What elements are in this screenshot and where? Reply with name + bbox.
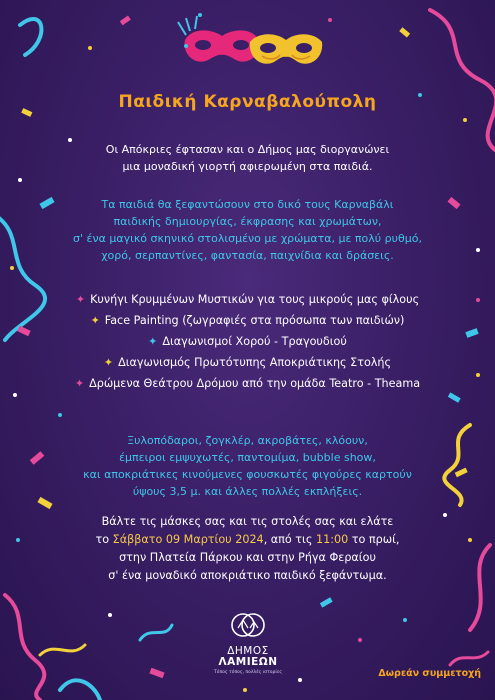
activity-item xyxy=(0,373,495,394)
streamer xyxy=(140,625,172,640)
kids-line: Τα παιδιά θα ξεφαντώσουν στο δικό τους Καρναβάλι xyxy=(101,198,394,211)
cta-line: Βάλτε τις μάσκες σας και τις στολές σας και ελάτε xyxy=(101,515,394,528)
streamer xyxy=(40,645,85,655)
extras-paragraph xyxy=(0,432,495,500)
kids-line: σ' ένα μαγικό σκηνικό στολισμένο με χρώματα, με πολύ ρυθμό, xyxy=(73,232,422,245)
extras-line: έμπειροι εμψυχωτές, παντομίμα, bubble show, xyxy=(119,451,376,464)
cta-text: , από τις xyxy=(263,533,316,546)
kids-line: χορό, σερπαντίνες, φαντασία, παιχνίδια και δράσεις. xyxy=(101,249,394,262)
activity-item xyxy=(0,331,495,352)
sparkle-icon: ✦ xyxy=(74,377,85,390)
extras-line: και αποκριάτικες κινούμενες φουσκωτές φιγούρες καρτούν xyxy=(83,468,412,481)
streamer xyxy=(430,10,495,150)
call-to-action xyxy=(0,513,495,585)
activity-label: Κυνήγι Κρυμμένων Μυστικών για τους μικρούς μας φίλους xyxy=(90,293,420,306)
streamer xyxy=(450,652,488,665)
free-entry-note: Δωρεάν συμμετοχή xyxy=(378,668,481,679)
municipality-name xyxy=(213,646,283,668)
pink-mask-icon xyxy=(178,16,260,62)
streamer xyxy=(60,680,100,700)
page-title: Παιδική Καρναβαλούπολη xyxy=(118,92,377,112)
gold-mask-icon xyxy=(250,34,322,64)
sparkle-icon: ✦ xyxy=(148,335,158,348)
kids-line: παιδικής δημιουργίας, έκφρασης και χρωμάτων, xyxy=(113,215,382,228)
cta-line: στην Πλατεία Πάρκου και στην Ρήγα Φεραίου xyxy=(119,551,376,564)
event-date: Σάββατο 09 Μαρτίου 2024 xyxy=(112,533,264,546)
activity-label: Διαγωνισμοί Χορού - Τραγουδιού xyxy=(162,335,347,348)
activity-label: Δρώμενα Θεάτρου Δρόμου από την ομάδα Teatro - Theama xyxy=(89,377,421,390)
activity-label: Διαγωνισμός Πρωτότυπης Αποκριάτικης Στολής xyxy=(118,356,392,369)
event-time: 11:00 xyxy=(315,533,349,546)
sparkle-icon: ✦ xyxy=(90,314,100,327)
activities-list xyxy=(0,289,495,394)
streamer xyxy=(20,19,41,55)
activity-label: Face Painting (ζωγραφιές στα πρόσωπα των παιδιών) xyxy=(104,314,405,327)
activity-item xyxy=(0,352,495,373)
municipality-emblem-icon xyxy=(228,612,268,642)
kids-paragraph xyxy=(0,196,495,264)
confetti xyxy=(149,668,164,678)
cta-text: το πρωί, xyxy=(348,533,400,546)
confetti xyxy=(399,27,410,37)
activity-item xyxy=(0,289,495,310)
cta-date-line xyxy=(0,531,495,549)
extras-line: Ξυλοπόδαροι, ζογκλέρ, ακροβάτες, κλόουν, xyxy=(127,434,368,447)
intro-paragraph xyxy=(0,141,495,175)
confetti xyxy=(120,15,131,25)
sparkle-icon: ✦ xyxy=(103,356,114,369)
municipality-tagline: Τόπος τόπος, πολλές ιστορίες xyxy=(213,670,283,675)
confetti xyxy=(320,597,333,607)
sparkle-icon: ✦ xyxy=(75,293,86,306)
streamer xyxy=(5,595,44,700)
municipality-name-line: ΔΗΜΟΣ xyxy=(227,645,269,657)
intro-line: Οι Απόκριες έφτασαν και ο Δήμος μας διοργανώνει xyxy=(105,143,390,156)
activity-item xyxy=(0,310,495,331)
extras-line: ύψους 3,5 μ. και άλλες πολλές εκπλήξεις. xyxy=(132,485,363,498)
cta-line: σ' ένα μοναδικό αποκριάτικο παιδικό ξεφάντωμα. xyxy=(108,569,387,582)
municipality-logo xyxy=(213,612,283,675)
intro-line: μια μοναδική γιορτή αφιερωμένη στα παιδιά. xyxy=(122,160,373,173)
cta-text: το xyxy=(95,533,113,546)
municipality-name-line: ΛΑΜΙΕΩΝ xyxy=(218,656,278,668)
